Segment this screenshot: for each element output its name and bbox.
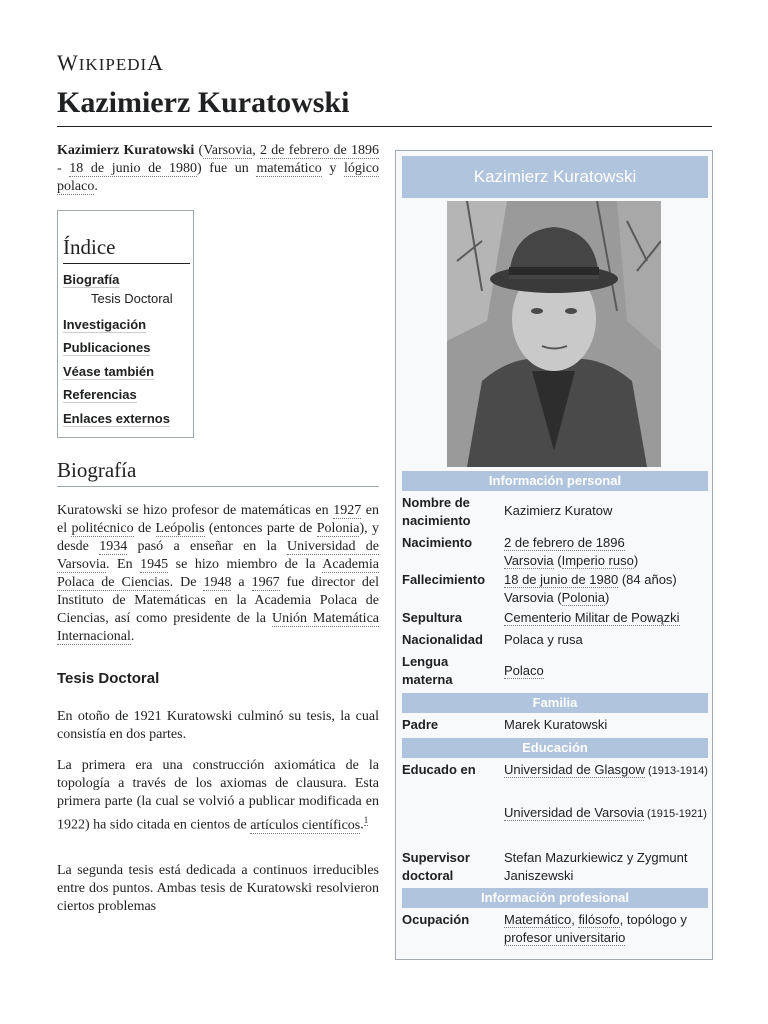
link-1927[interactable]: 1927: [333, 503, 362, 518]
infobox-section-familia: Familia: [402, 693, 708, 713]
link-logico[interactable]: lógico: [344, 161, 379, 176]
value-years: (1915-1921): [643, 808, 707, 820]
biografia-paragraph: [57, 502, 379, 646]
link-matematico[interactable]: matemático: [256, 161, 322, 176]
para-text: se hizo miembro de la: [168, 557, 323, 572]
page-title: Kazimierz Kuratowski: [57, 86, 350, 119]
value-text: ): [633, 553, 639, 568]
infobox-section-personal: Información personal: [402, 471, 708, 491]
para-text: .: [130, 629, 135, 644]
link-articulos-cientificos[interactable]: artículos científicos: [250, 817, 361, 833]
label-padre: Padre: [402, 717, 439, 732]
toc-item-tesis-doctoral[interactable]: Tesis Doctoral: [91, 291, 173, 306]
link-matematico-infobox[interactable]: Matemático: [504, 912, 572, 927]
portrait-illustration: [447, 201, 661, 467]
toc-divider: [63, 263, 190, 264]
link-imperio-ruso[interactable]: Imperio ruso: [561, 553, 634, 568]
para-text: Kuratowski se hizo profesor de matemáticas en: [57, 503, 334, 518]
para-text: . En: [106, 557, 141, 572]
link-polaco-lengua[interactable]: Polaco: [504, 663, 544, 678]
para-text: a: [231, 575, 252, 590]
value-sepultura: [504, 609, 709, 627]
value-educado-en-2: [504, 804, 709, 823]
link-politecnico[interactable]: politécnico: [71, 521, 134, 536]
intro-text: .: [94, 179, 98, 194]
section-heading-biografia: Biografía: [57, 458, 137, 482]
link-filosofo[interactable]: filósofo: [578, 912, 620, 927]
value-supervisor-doctoral: Stefan Mazurkiewicz y Zygmunt Janiszewski: [504, 850, 688, 883]
value-fallecimiento: [504, 571, 709, 607]
table-of-contents: [57, 210, 194, 438]
link-1948[interactable]: 1948: [203, 575, 232, 590]
para-text: La primera era una construcción axiomática de la topología a través de los axiomas de clausura. Esta primera parte (la cual se volvió a publicar modificada en 1922) ha sido citada en cientos de: [57, 758, 379, 833]
tesis-paragraph-1: En otoño de 1921 Kuratowski culminó su tesis, la cual consistía en dos partes.: [57, 709, 379, 742]
para-text: ), y desde: [57, 521, 379, 554]
title-divider: [57, 126, 712, 127]
value-lengua-materna: [504, 662, 709, 680]
link-1934[interactable]: 1934: [99, 539, 128, 554]
value-nombre-nacimiento: Kazimierz Kuratow: [504, 503, 613, 518]
toc-title: Índice: [63, 235, 116, 259]
portrait-photo[interactable]: [447, 201, 661, 467]
label-nacimiento: Nacimiento: [402, 535, 473, 550]
section-heading-tesis-doctoral: Tesis Doctoral: [57, 670, 160, 687]
value-years: (1913-1914): [644, 765, 708, 777]
link-birth-date[interactable]: 2 de febrero de 1896: [260, 143, 380, 158]
value-text: , topólogo y: [619, 912, 687, 927]
toc-item-referencias[interactable]: Referencias: [63, 387, 137, 402]
value-text: (: [553, 553, 562, 568]
para-text: fue director del Instituto de Matemáticas en la Academia Polaca de Ciencias, así como presidente de la: [57, 575, 380, 626]
label-sepultura: Sepultura: [402, 610, 462, 625]
label-supervisor-doctoral: Supervisor doctoral: [402, 850, 470, 883]
para-text: pasó a enseñar en la: [127, 539, 288, 554]
link-polonia-infobox[interactable]: Polonia: [561, 590, 605, 605]
link-academia-polaca[interactable]: Academia Polaca de Ciencias: [57, 557, 379, 590]
label-nombre-nacimiento: Nombre de nacimiento: [402, 495, 471, 528]
intro-text: ,: [252, 143, 261, 158]
value-padre: Marek Kuratowski: [504, 717, 608, 732]
value-nacimiento: [504, 534, 709, 570]
link-profesor-universitario[interactable]: profesor universitario: [504, 930, 626, 945]
value-text: (84 años): [618, 572, 677, 587]
value-ocupacion: [504, 911, 709, 947]
toc-item-vease-tambien[interactable]: Véase también: [63, 364, 155, 379]
link-union-matematica[interactable]: Unión Matemática Internacional: [57, 611, 380, 644]
link-1967[interactable]: 1967: [251, 575, 280, 590]
link-fallecimiento-fecha[interactable]: 18 de junio de 1980: [504, 572, 619, 587]
link-1945[interactable]: 1945: [140, 557, 169, 572]
link-nacimiento-ciudad[interactable]: Varsovia: [504, 553, 554, 568]
para-text: en el: [57, 503, 379, 536]
label-ocupacion: Ocupación: [402, 912, 470, 927]
para-text: . De: [169, 575, 204, 590]
intro-text: (: [194, 143, 204, 158]
infobox-section-profesional: Información profesional: [402, 888, 708, 908]
label-fallecimiento: Fallecimiento: [402, 572, 486, 587]
toc-item-biografia[interactable]: Biografía: [63, 272, 120, 287]
infobox-title: Kazimierz Kuratowski: [402, 156, 708, 198]
tesis-paragraph-3: La segunda tesis está dedicada a continuos irreducibles entre dos puntos. Ambas tesis de Kuratowski resolvieron ciertos problemas: [57, 863, 379, 914]
intro-name: Kazimierz Kuratowski: [57, 143, 195, 158]
reference-link-1[interactable]: 1: [363, 815, 369, 825]
link-polonia[interactable]: Polonia: [316, 521, 360, 536]
label-lengua-materna: Lengua materna: [402, 654, 453, 687]
value-text: ,: [571, 912, 579, 927]
infobox-section-educacion: Educación: [402, 738, 708, 758]
intro-text: ) fue un: [197, 161, 257, 176]
toc-item-enlaces-externos[interactable]: Enlaces externos: [63, 411, 170, 426]
link-polaco[interactable]: polaco: [57, 179, 95, 194]
para-text: de: [133, 521, 156, 536]
section-divider: [57, 486, 379, 487]
link-death-date[interactable]: 18 de junio de 1980: [69, 161, 198, 176]
link-leopolis[interactable]: Leópolis: [155, 521, 205, 536]
intro-paragraph: [57, 142, 379, 196]
para-text: (entonces parte de: [204, 521, 317, 536]
intro-text: -: [57, 161, 70, 176]
intro-text: y: [321, 161, 344, 176]
toc-item-investigacion[interactable]: Investigación: [63, 317, 147, 332]
toc-item-publicaciones[interactable]: Publicaciones: [63, 340, 151, 355]
wordmark-mid: IKIPEDI: [78, 55, 148, 74]
link-universidad-glasgow[interactable]: Universidad de Glasgow: [504, 762, 645, 777]
value-educado-en-1: [504, 761, 709, 780]
value-text: ): [604, 590, 610, 605]
infobox: [395, 150, 713, 960]
wordmark-w: W: [57, 50, 79, 75]
tesis-paragraph-2: [57, 757, 379, 835]
wordmark-a: A: [147, 50, 165, 75]
para-text: .: [360, 817, 364, 833]
value-text: Varsovia (: [504, 590, 562, 605]
link-universidad-de-varsovia[interactable]: Universidad de Varsovia: [57, 539, 379, 572]
link-cementerio[interactable]: Cementerio Militar de Powązki: [504, 610, 680, 625]
wikipedia-wordmark[interactable]: [57, 50, 164, 76]
value-nacionalidad: Polaca y rusa: [504, 632, 583, 647]
label-educado-en: Educado en: [402, 762, 476, 777]
link-universidad-varsovia-infobox[interactable]: Universidad de Varsovia: [504, 805, 644, 820]
label-nacionalidad: Nacionalidad: [402, 632, 483, 647]
link-nacimiento-fecha[interactable]: 2 de febrero de 1896: [504, 535, 625, 550]
link-birthplace[interactable]: Varsovia: [203, 143, 253, 158]
